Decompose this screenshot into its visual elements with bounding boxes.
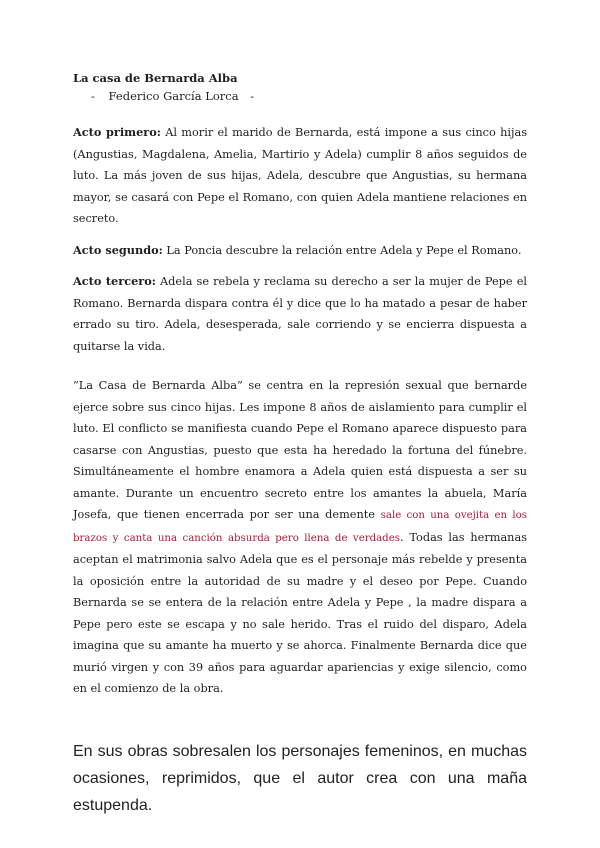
summary-paragraph: [73, 375, 527, 700]
summary-text-after: . Todas las hermanas aceptan el matrimonia salvo Adela que es el personaje más rebelde y presenta la oposición entre la autoridad de su madre y el deseo por Pepe. Cuando Bernarda se se entera de la relación entre Adela y Pepe , la madre dispara a Pepe pero este se escapa y no sale herido. Tras el ruido del disparo, Adela imagina que su amante ha muerto y se ahorca. Finalmente Bernarda dice que murió virgen y con 39 años para aguardar apariencias y exige silencio, como en el comienzo de la obra.: [73, 530, 527, 695]
act-paragraph-2: [73, 240, 527, 262]
summary-text-before: “La Casa de Bernarda Alba” se centra en la represión sexual que bernarde ejerce sobre sus cinco hijas. Les impone 8 años de aislamiento para cumplir el luto. El conflicto se manifiesta cuando Pepe el Romano aparece dispuesto para casarse con Angustias, puesto que esta ha heredado la fortuna del fúnebre. Simultáneamente el hombre enamora a Adela quien está dispuesta a ser su amante. Durante un encuentro secreto entre los amantes la abuela, María Josefa, que tienen encerrada por ser una demente: [73, 379, 527, 521]
act-paragraph-3: [73, 271, 527, 357]
act-label-3: Acto tercero:: [73, 274, 156, 288]
author-name: Federico García Lorca: [108, 89, 239, 103]
summary-highlight-text: sale con una ovejita en los brazos y canta una canción absurda pero llena de verdades: [73, 510, 527, 544]
author-dash-right: -: [250, 89, 255, 103]
document-page: [73, 70, 527, 819]
act-text-3: Adela se rebela y reclama su derecho a ser la mujer de Pepe el Romano. Bernarda dispara contra él y dice que lo ha matado a pesar de haber errado su tiro. Adela, desesperada, sale corriendo y se encierra dispuesta a quitarse la vida.: [73, 275, 527, 353]
act-text-1: Al morir el marido de Bernarda, está impone a sus cinco hijas (Angustias, Magdalena, Amelia, Martirio y Adela) cumplir 8 años seguidos de luto. La más joven de sus hijas, Adela, descubre que Angustias, su hermana mayor, se casará con Pepe el Romano, con quien Adela mantiene relaciones en secreto.: [73, 126, 527, 225]
closing-paragraph: En sus obras sobresalen los personajes femeninos, en muchas ocasiones, reprimidos, que el autor crea con una maña estupenda.: [73, 742, 527, 814]
act-paragraph-1: [73, 122, 527, 230]
document-title: La casa de Bernarda Alba: [73, 71, 238, 85]
author-dash-left: -: [91, 89, 95, 103]
act-label-2: Acto segundo:: [73, 242, 163, 257]
act-text-2: La Poncia descubre la relación entre Adela y Pepe el Romano.: [162, 243, 522, 257]
act-label-1: Acto primero:: [73, 125, 161, 139]
author-line: [91, 88, 527, 104]
